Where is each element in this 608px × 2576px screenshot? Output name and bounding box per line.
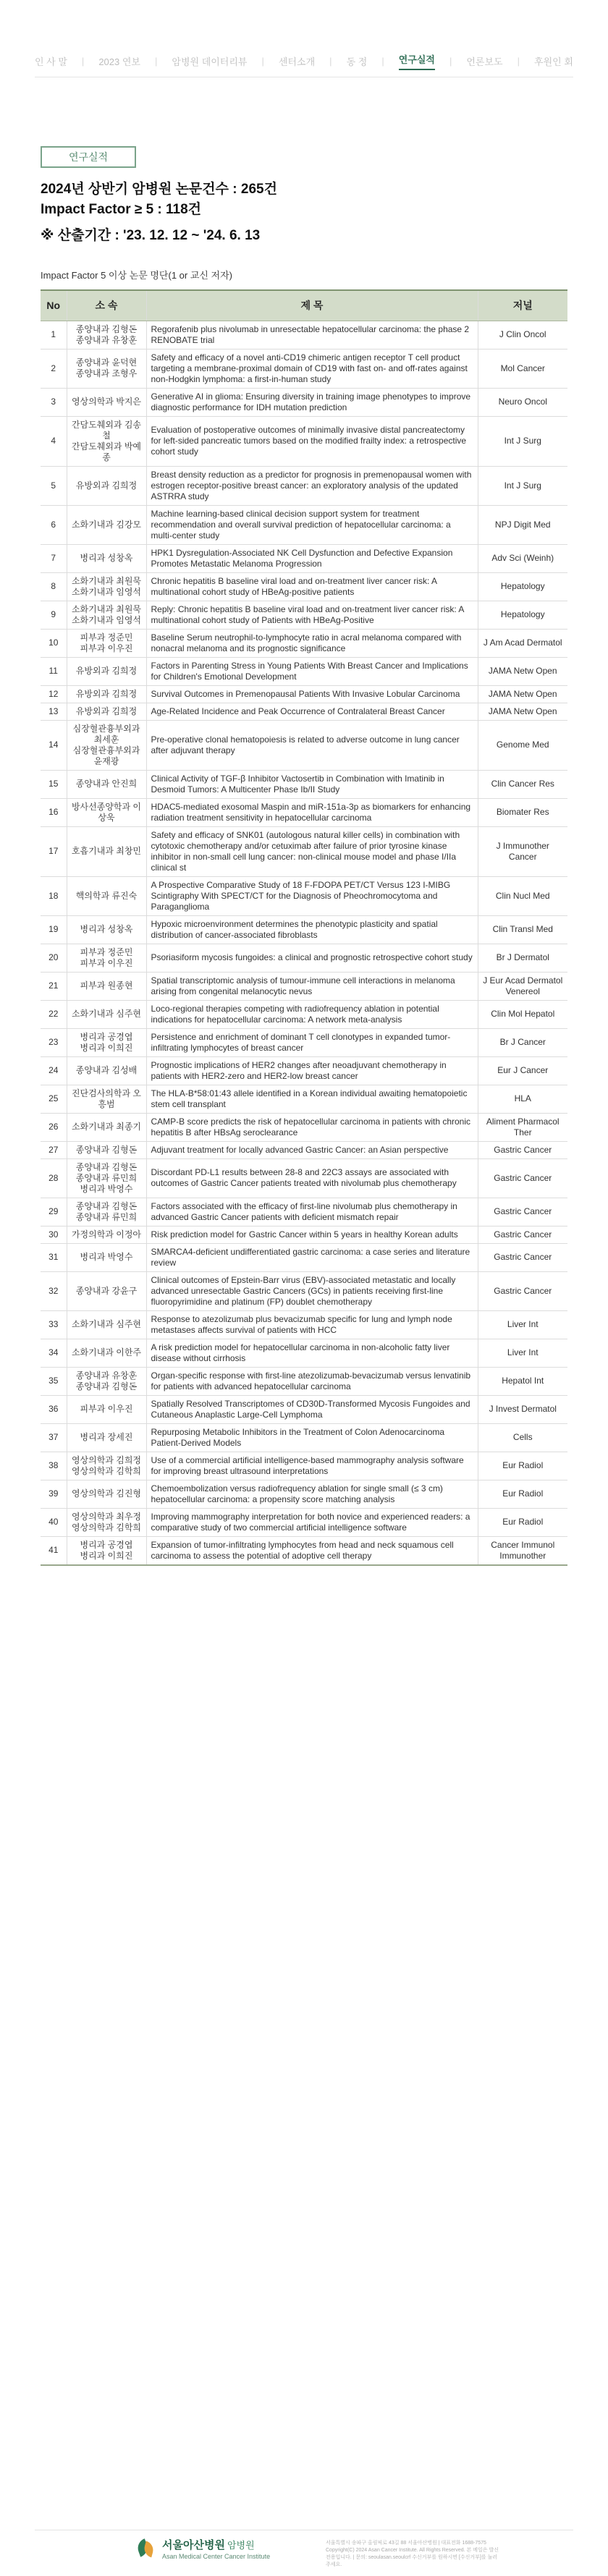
row-dept: 병리과 장세진 (67, 1423, 146, 1452)
row-journal: Eur J Cancer (478, 1056, 567, 1085)
row-title: Breast density reduction as a predictor for prognosis in premenopausal women with estrogen receptor-positive breast cancer: an exploratory analysis of the updated ASTRRA study (146, 466, 478, 505)
table-row (41, 944, 567, 972)
table-row (41, 770, 567, 798)
paper-count-headline: 2024년 상반기 암병원 논문건수 : 265건 (41, 182, 277, 197)
row-no: 31 (41, 1243, 67, 1271)
row-title: Safety and efficacy of a novel anti-CD19 chimeric antigen receptor T cell product targeting a membrane-proximal domain of CD19 with fast on- and off-rates against non-Hodgkin lymphoma: a first-in-human study (146, 349, 478, 388)
header-no: No (41, 290, 67, 321)
table-row (41, 1367, 567, 1395)
header-dept: 소 속 (67, 290, 146, 321)
row-dept: 피부과 정준민 피부과 이우진 (67, 629, 146, 657)
row-no: 19 (41, 915, 67, 944)
row-journal: Adv Sci (Weinh) (478, 544, 567, 572)
table-row (41, 1310, 567, 1339)
table-row (41, 1000, 567, 1028)
row-journal: Gastric Cancer (478, 1226, 567, 1243)
papers-table (41, 289, 567, 1566)
row-no: 22 (41, 1000, 67, 1028)
row-title: Factors associated with the efficacy of first-line nivolumab plus chemotherapy in advanced Gastric Cancer patients with deficient mismatch repair (146, 1198, 478, 1226)
row-no: 40 (41, 1508, 67, 1536)
table-header-row (41, 290, 567, 321)
row-title: Loco-regional therapies competing with radiofrequency ablation in potential indications for hepatocellular carcinoma: A network meta-analysis (146, 1000, 478, 1028)
table-row (41, 1536, 567, 1565)
row-dept: 유방외과 김희정 (67, 466, 146, 505)
row-journal: Hepatol Int (478, 1367, 567, 1395)
row-no: 28 (41, 1158, 67, 1198)
row-title: Risk prediction model for Gastric Cancer within 5 years in healthy Korean adults (146, 1226, 478, 1243)
row-journal: Clin Cancer Res (478, 770, 567, 798)
row-journal: J Immunother Cancer (478, 826, 567, 876)
table-row (41, 1056, 567, 1085)
table-row (41, 1158, 567, 1198)
row-journal: J Am Acad Dermatol (478, 629, 567, 657)
row-title: Organ-specific response with first-line atezolizumab-bevacizumab versus lenvatinib for patients with advanced hepatocellular carcinoma (146, 1367, 478, 1395)
row-no: 2 (41, 349, 67, 388)
row-title: Discordant PD-L1 results between 28-8 and 22C3 assays are associated with outcomes of Gastric Cancer patients treated with nivolumab plus chemotherapy (146, 1158, 478, 1198)
row-title: Safety and efficacy of SNK01 (autologous natural killer cells) in combination with cytotoxic chemotherapy and/or cetuximab after failure of prior tyrosine kinase inhibitor in non-small cell lung cancer: non-clinical mouse model and phase I/IIa clinical st (146, 826, 478, 876)
table-row (41, 629, 567, 657)
row-title: Pre-operative clonal hematopoiesis is related to adverse outcome in lung cancer after adjuvant therapy (146, 720, 478, 770)
row-title: Response to atezolizumab plus bevacizumab specific for lung and lymph node metastases affects survival of patients with HCC (146, 1310, 478, 1339)
section-badge: 연구실적 (41, 146, 136, 168)
row-journal: HLA (478, 1085, 567, 1113)
row-dept: 병리과 공경엽 병리과 이희진 (67, 1028, 146, 1056)
row-no: 16 (41, 798, 67, 826)
table-row (41, 349, 567, 388)
logo-leaf-icon (135, 2538, 156, 2559)
row-dept: 종양내과 강윤구 (67, 1271, 146, 1310)
row-no: 36 (41, 1395, 67, 1423)
row-journal: J Eur Acad Dermatol Venereol (478, 972, 567, 1000)
row-no: 21 (41, 972, 67, 1000)
nav-item-4[interactable]: 동 정 (346, 56, 368, 67)
row-no: 30 (41, 1226, 67, 1243)
row-journal: Clin Mol Hepatol (478, 1000, 567, 1028)
table-row (41, 1198, 567, 1226)
table-row (41, 1480, 567, 1508)
row-no: 38 (41, 1452, 67, 1480)
row-no: 27 (41, 1141, 67, 1158)
row-no: 41 (41, 1536, 67, 1565)
row-no: 23 (41, 1028, 67, 1056)
row-dept: 유방외과 김희정 (67, 703, 146, 720)
table-row (41, 1113, 567, 1141)
row-title: Factors in Parenting Stress in Young Patients With Breast Cancer and Implications for Children's Emotional Development (146, 657, 478, 685)
nav-separator: | (81, 56, 85, 67)
table-row (41, 1243, 567, 1271)
row-journal: Gastric Cancer (478, 1198, 567, 1226)
row-no: 1 (41, 321, 67, 349)
table-row (41, 1395, 567, 1423)
nav-item-5[interactable]: 연구실적 (399, 52, 435, 70)
row-title: HDAC5-mediated exosomal Maspin and miR-151a-3p as biomarkers for enhancing radiation treatment sensitivity in hepatocellular carcinoma (146, 798, 478, 826)
row-dept: 진단검사의학과 오흥범 (67, 1085, 146, 1113)
row-journal: JAMA Netw Open (478, 685, 567, 703)
row-journal: Gastric Cancer (478, 1271, 567, 1310)
row-journal: Eur Radiol (478, 1480, 567, 1508)
table-row (41, 1226, 567, 1243)
table-row (41, 544, 567, 572)
nav-item-0[interactable]: 인 사 말 (35, 56, 67, 67)
table-row (41, 601, 567, 629)
row-dept: 호흡기내과 최창민 (67, 826, 146, 876)
row-dept: 종양내과 김형돈 (67, 1141, 146, 1158)
row-no: 35 (41, 1367, 67, 1395)
row-dept: 병리과 공경엽 병리과 이희진 (67, 1536, 146, 1565)
row-journal: Cancer Immunol Immunother (478, 1536, 567, 1565)
nav-separator: | (449, 56, 452, 67)
row-no: 20 (41, 944, 67, 972)
row-no: 4 (41, 416, 67, 466)
nav-item-6[interactable]: 언론보도 (466, 56, 503, 67)
row-journal: Br J Cancer (478, 1028, 567, 1056)
table-row (41, 505, 567, 544)
row-title: Improving mammography interpretation for both novice and experienced readers: a comparative study of two commercial artificial intelligence software (146, 1508, 478, 1536)
row-no: 3 (41, 388, 67, 416)
table-row (41, 388, 567, 416)
row-no: 7 (41, 544, 67, 572)
row-journal: Aliment Pharmacol Ther (478, 1113, 567, 1141)
row-journal: Eur Radiol (478, 1508, 567, 1536)
row-title: HPK1 Dysregulation-Associated NK Cell Dysfunction and Defective Expansion Promotes Metastatic Melanoma Progression (146, 544, 478, 572)
row-journal: Hepatology (478, 572, 567, 601)
row-dept: 소화기내과 김강모 (67, 505, 146, 544)
table-row (41, 1339, 567, 1367)
row-journal: NPJ Digit Med (478, 505, 567, 544)
row-dept: 종양내과 김형돈 종양내과 유창훈 (67, 321, 146, 349)
row-title: Spatially Resolved Transcriptomes of CD30D-Transformed Mycosis Fungoides and Cutaneous Anaplastic Large-Cell Lymphoma (146, 1395, 478, 1423)
row-title: Survival Outcomes in Premenopausal Patients With Invasive Lobular Carcinoma (146, 685, 478, 703)
header-journal: 저널 (478, 290, 567, 321)
row-journal: J Clin Oncol (478, 321, 567, 349)
row-dept: 소화기내과 최원묵 소화기내과 임영석 (67, 572, 146, 601)
row-title: Reply: Chronic hepatitis B baseline viral load and on-treatment liver cancer risk: A multinational cohort study of Patients with HBeAg-Positive (146, 601, 478, 629)
row-title: Baseline Serum neutrophil-to-lymphocyte ratio in acral melanoma compared with nonacral melanoma and its prognostic significance (146, 629, 478, 657)
row-no: 9 (41, 601, 67, 629)
row-dept: 종양내과 김형돈 종양내과 류민희 병리과 박영수 (67, 1158, 146, 1198)
row-title: Repurposing Metabolic Inhibitors in the Treatment of Colon Adenocarcinoma Patient-Derived Models (146, 1423, 478, 1452)
row-dept: 영상의학과 박지은 (67, 388, 146, 416)
row-journal: Liver Int (478, 1339, 567, 1367)
row-journal: Neuro Oncol (478, 388, 567, 416)
row-dept: 소화기내과 최종기 (67, 1113, 146, 1141)
table-row (41, 466, 567, 505)
row-journal: Int J Surg (478, 416, 567, 466)
row-journal: Biomater Res (478, 798, 567, 826)
row-dept: 소화기내과 심주현 (67, 1000, 146, 1028)
table-row (41, 1085, 567, 1113)
impact-factor-headline: Impact Factor ≥ 5 : 118건 (41, 202, 202, 217)
nav-separator: | (155, 56, 158, 67)
row-dept: 병리과 성창옥 (67, 915, 146, 944)
row-journal: Liver Int (478, 1310, 567, 1339)
row-dept: 종양내과 유창훈 종양내과 김형돈 (67, 1367, 146, 1395)
table-row (41, 876, 567, 915)
row-no: 25 (41, 1085, 67, 1113)
row-journal: JAMA Netw Open (478, 657, 567, 685)
row-dept: 영상의학과 김희정 영상의학과 김학희 (67, 1452, 146, 1480)
row-no: 13 (41, 703, 67, 720)
table-row (41, 1508, 567, 1536)
row-dept: 유방외과 김희정 (67, 657, 146, 685)
row-dept: 소화기내과 최원묵 소화기내과 임영석 (67, 601, 146, 629)
hospital-logo (135, 2537, 270, 2560)
row-title: Clinical Activity of TGF-β Inhibitor Vactosertib in Combination with Imatinib in Desmoid Tumors: A Multicenter Phase Ib/II Study (146, 770, 478, 798)
row-dept: 간담도췌외과 김송철 간담도췌외과 박예종 (67, 416, 146, 466)
nav-item-3[interactable]: 센터소개 (278, 56, 316, 67)
row-no: 39 (41, 1480, 67, 1508)
row-title: The HLA-B*58:01:43 allele identified in a Korean individual awaiting hematopoietic stem cell transplant (146, 1085, 478, 1113)
row-title: Use of a commercial artificial intelligence-based mammography analysis software for improving breast ultrasound interpretations (146, 1452, 478, 1480)
nav-separator: | (381, 56, 384, 67)
logo-korean: 서울아산병원 암병원 (162, 2539, 255, 2551)
row-no: 26 (41, 1113, 67, 1141)
row-no: 37 (41, 1423, 67, 1452)
table-row (41, 798, 567, 826)
table-row (41, 657, 567, 685)
table-row (41, 972, 567, 1000)
row-no: 24 (41, 1056, 67, 1085)
row-title: Adjuvant treatment for locally advanced Gastric Cancer: an Asian perspective (146, 1141, 478, 1158)
row-title: Prognostic implications of HER2 changes after neoadjuvant chemotherapy in patients with HER2-zero and HER2-low breast cancer (146, 1056, 478, 1085)
row-dept: 피부과 원종현 (67, 972, 146, 1000)
period-headline: ※ 산출기간 : '23. 12. 12 ~ '24. 6. 13 (41, 228, 261, 243)
nav-item-2[interactable]: 암병원 데이터리뷰 (172, 56, 248, 67)
row-title: CAMP-B score predicts the risk of hepatocellular carcinoma in patients with chronic hepatitis B after HBsAg seroclearance (146, 1113, 478, 1141)
nav-menu (35, 52, 573, 70)
row-dept: 영상의학과 최우정 영상의학과 김학희 (67, 1508, 146, 1536)
row-dept: 피부과 정준민 피부과 이우진 (67, 944, 146, 972)
table-row (41, 1141, 567, 1158)
list-caption: Impact Factor 5 이상 논문 명단(1 or 교신 저자) (41, 270, 233, 281)
table-row (41, 416, 567, 466)
row-no: 10 (41, 629, 67, 657)
nav-separator: | (517, 56, 520, 67)
row-title: Age-Related Incidence and Peak Occurrence of Contralateral Breast Cancer (146, 703, 478, 720)
row-title: Generative AI in glioma: Ensuring diversity in training image phenotypes to improve diagnostic performance for IDH mutation prediction (146, 388, 478, 416)
table-row (41, 703, 567, 720)
row-journal: Clin Transl Med (478, 915, 567, 944)
row-title: A Prospective Comparative Study of 18 F-FDOPA PET/CT Versus 123 I-MIBG Scintigraphy With SPECT/CT for the Diagnosis of Pheochromocytoma and Paraganglioma (146, 876, 478, 915)
row-no: 18 (41, 876, 67, 915)
table-row (41, 1423, 567, 1452)
row-dept: 종양내과 김형돈 종양내과 류민희 (67, 1198, 146, 1226)
nav-item-1[interactable]: 2023 연보 (98, 56, 140, 67)
row-journal: Mol Cancer (478, 349, 567, 388)
footer-info: 서울특별시 송파구 올림픽로 43길 88 서울아산병원 | 대표전화 1688-7575 Copyright(C) 2024 Asan Cancer Institute. All Rights Reserved. 본 메일은 발신전용입니다. | 문의: seoulasan.seoulcrf 수신거부를 원하시면 [수신거부]를 눌러주세요. (326, 2541, 499, 2567)
row-journal: Genome Med (478, 720, 567, 770)
row-no: 29 (41, 1198, 67, 1226)
row-dept: 소화기내과 심주현 (67, 1310, 146, 1339)
row-title: Machine learning-based clinical decision support system for treatment recommendation and overall survival prediction of hepatocellular carcinoma: a multi-center study (146, 505, 478, 544)
table-row (41, 826, 567, 876)
table-row (41, 720, 567, 770)
top-navigation (0, 0, 608, 75)
table-row (41, 1028, 567, 1056)
row-no: 12 (41, 685, 67, 703)
row-title: Evaluation of postoperative outcomes of minimally invasive distal pancreatectomy for left-sided pancreatic tumors based on the modified frailty index: a retrospective cohort study (146, 416, 478, 466)
logo-english: Asan Medical Center Cancer Institute (162, 2553, 271, 2560)
row-dept: 종양내과 안진희 (67, 770, 146, 798)
row-dept: 방사선종양학과 이상욱 (67, 798, 146, 826)
row-journal: Gastric Cancer (478, 1141, 567, 1158)
row-no: 33 (41, 1310, 67, 1339)
row-journal: Gastric Cancer (478, 1158, 567, 1198)
row-title: Spatial transcriptomic analysis of tumour-immune cell interactions in melanoma arising from congenital melanocytic nevus (146, 972, 478, 1000)
table-row (41, 1452, 567, 1480)
row-dept: 소화기내과 이한주 (67, 1339, 146, 1367)
row-no: 14 (41, 720, 67, 770)
row-title: A risk prediction model for hepatocellular carcinoma in non-alcoholic fatty liver disease without cirrhosis (146, 1339, 478, 1367)
row-no: 32 (41, 1271, 67, 1310)
nav-item-7[interactable]: 후원인 회 (534, 56, 573, 67)
row-no: 17 (41, 826, 67, 876)
row-title: Expansion of tumor-infiltrating lymphocytes from head and neck squamous cell carcinoma to assess the potential of adoptive cell therapy (146, 1536, 478, 1565)
row-dept: 피부과 이우진 (67, 1395, 146, 1423)
nav-separator: | (261, 56, 264, 67)
table-row (41, 915, 567, 944)
row-journal: JAMA Netw Open (478, 703, 567, 720)
row-title: Regorafenib plus nivolumab in unresectable hepatocellular carcinoma: the phase 2 RENOBATE trial (146, 321, 478, 349)
row-title: Hypoxic microenvironment determines the phenotypic plasticity and spatial distribution of cancer-associated fibroblasts (146, 915, 478, 944)
row-title: Psoriasiform mycosis fungoides: a clinical and prognostic retrospective cohort study (146, 944, 478, 972)
row-dept: 가정의학과 이정아 (67, 1226, 146, 1243)
row-no: 15 (41, 770, 67, 798)
row-dept: 종양내과 김성배 (67, 1056, 146, 1085)
row-journal: Clin Nucl Med (478, 876, 567, 915)
nav-separator: | (329, 56, 332, 67)
row-dept: 병리과 성창옥 (67, 544, 146, 572)
row-no: 34 (41, 1339, 67, 1367)
row-title: SMARCA4-deficient undifferentiated gastric carcinoma: a case series and literature review (146, 1243, 478, 1271)
table-row (41, 1271, 567, 1310)
row-dept: 영상의학과 김진형 (67, 1480, 146, 1508)
row-title: Chronic hepatitis B baseline viral load and on-treatment liver cancer risk: A multinational cohort study of HBeAg-positive patients (146, 572, 478, 601)
table-row (41, 572, 567, 601)
row-dept: 유방외과 김희정 (67, 685, 146, 703)
row-title: Persistence and enrichment of dominant T cell clonotypes in expanded tumor-infiltrating lymphocytes of breast cancer (146, 1028, 478, 1056)
row-dept: 병리과 박영수 (67, 1243, 146, 1271)
row-journal: Cells (478, 1423, 567, 1452)
row-journal: Eur Radiol (478, 1452, 567, 1480)
row-dept: 핵의학과 류진숙 (67, 876, 146, 915)
table-row (41, 321, 567, 349)
row-no: 8 (41, 572, 67, 601)
row-no: 5 (41, 466, 67, 505)
row-no: 6 (41, 505, 67, 544)
row-dept: 심장혈관흉부외과 최세훈 심장혈관흉부외과 윤재광 (67, 720, 146, 770)
row-no: 11 (41, 657, 67, 685)
row-dept: 종양내과 윤덕현 종양내과 조형우 (67, 349, 146, 388)
row-journal: Int J Surg (478, 466, 567, 505)
row-journal: Br J Dermatol (478, 944, 567, 972)
row-journal: Gastric Cancer (478, 1243, 567, 1271)
row-journal: J Invest Dermatol (478, 1395, 567, 1423)
row-title: Chemoembolization versus radiofrequency ablation for single small (≤ 3 cm) hepatocellular carcinoma: a propensity score matching analysis (146, 1480, 478, 1508)
row-journal: Hepatology (478, 601, 567, 629)
row-title: Clinical outcomes of Epstein-Barr virus (EBV)-associated metastatic and locally advanced unresectable Gastric Cancers (GCs) in patients receiving first-line fluoropyrimidine and platinum (FP) doublet chemotherapy (146, 1271, 478, 1310)
header-title: 제 목 (146, 290, 478, 321)
table-row (41, 685, 567, 703)
